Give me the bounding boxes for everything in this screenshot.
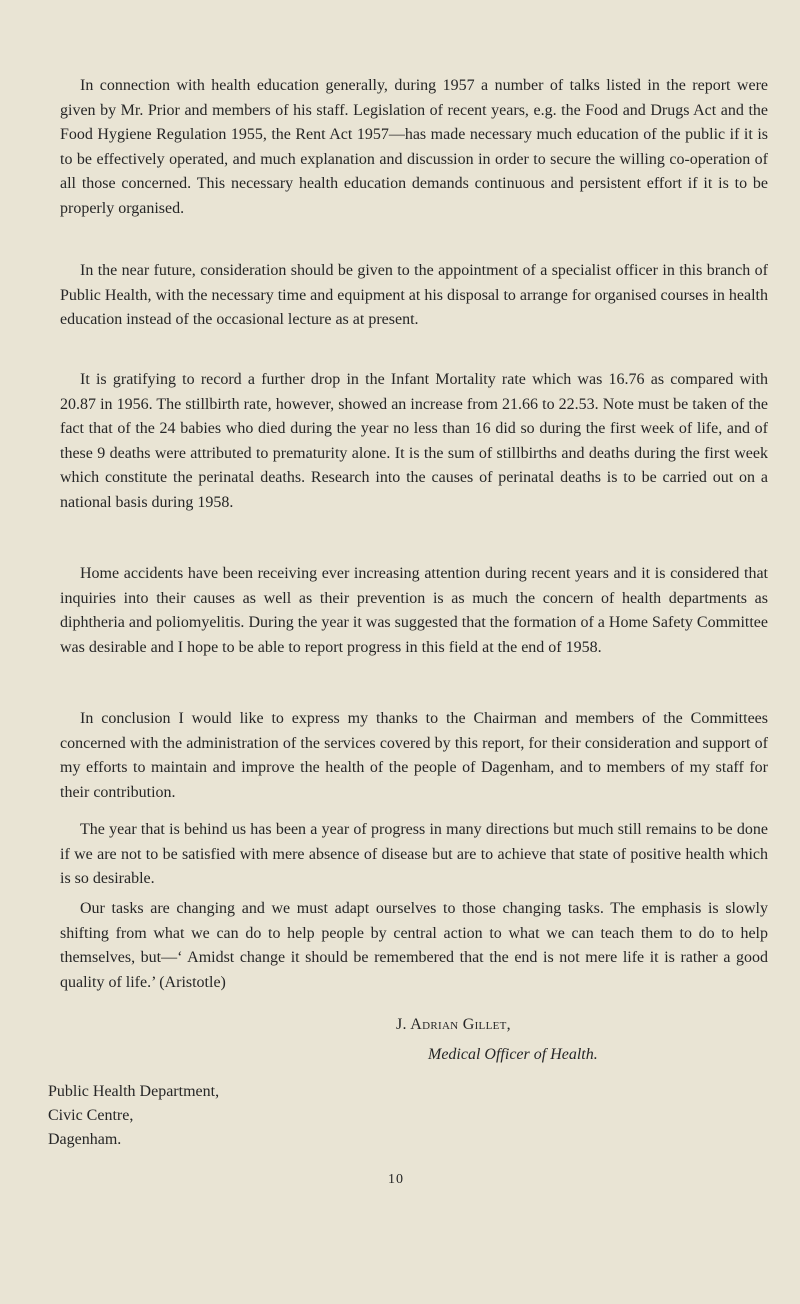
address-line-building: Civic Centre, <box>48 1107 134 1124</box>
paragraph-conclusion-thanks: In conclusion I would like to express my thanks to the Chairman and members of the Committees concerned with the administration of the services covered by this report, for their consideration and support of my efforts to maintain and improve the health of the people of Dagenham, and to members of my staff for their contribution. <box>60 710 768 801</box>
paragraph-health-education: In connection with health education generally, during 1957 a number of talks listed in the report were given by Mr. Prior and members of his staff. Legislation of recent years, e.g. the Food and Drugs Act and the Food Hygiene Regulation 1955, the Rent Act 1957—has made necessary much education of the public if it is to be effectively operated, and much explanation and discussion in order to secure the willing co-operation of all those concerned. This necessary health education demands continuous and persistent effort if it is to be properly organised. <box>60 77 768 217</box>
paragraph-year-progress: The year that is behind us has been a year of progress in many directions but much still remains to be done if we are not to be satisfied with mere absence of disease but are to achieve that state of positive health which is so desirable. <box>60 821 768 887</box>
signature-name: J. Adrian Gillet, <box>396 1016 511 1033</box>
address-line-town: Dagenham. <box>48 1131 122 1148</box>
page-number: 10 <box>388 1172 404 1187</box>
signature-title: Medical Officer of Health. <box>428 1046 598 1063</box>
address-line-department: Public Health Department, <box>48 1083 220 1100</box>
address-block <box>48 1080 219 1152</box>
paragraph-changing-tasks: Our tasks are changing and we must adapt ourselves to those changing tasks. The emphasis is slowly shifting from what we can do to help people by central action to what we can teach them to do to help themselves, but—‘ Amidst change it should be remembered that the end is not mere life it is rather a good quality of life.’ (Aristotle) <box>60 900 768 991</box>
paragraph-home-accidents: Home accidents have been receiving ever increasing attention during recent years and it is considered that inquiries into their causes as well as their prevention is as much the concern of health departments as diphtheria and poliomyelitis. During the year it was suggested that the formation of a Home Safety Committee was desirable and I hope to be able to report progress in this field at the end of 1958. <box>60 565 768 656</box>
paragraph-infant-mortality: It is gratifying to record a further drop in the Infant Mortality rate which was 16.76 as compared with 20.87 in 1956. The stillbirth rate, however, showed an increase from 21.66 to 22.53. Note must be taken of the fact that of the 24 babies who died during the year no less than 16 did so during the first week of life, and of these 9 deaths were attributed to prematurity alone. It is the sum of stillbirths and deaths during the first week which constitute the perinatal deaths. Research into the causes of perinatal deaths is to be carried out on a national basis during 1958. <box>60 371 768 511</box>
paragraph-specialist-officer: In the near future, consideration should be given to the appointment of a specialist officer in this branch of Public Health, with the necessary time and equipment at his disposal to arrange for organised courses in health education instead of the occasional lecture as at present. <box>60 262 768 328</box>
